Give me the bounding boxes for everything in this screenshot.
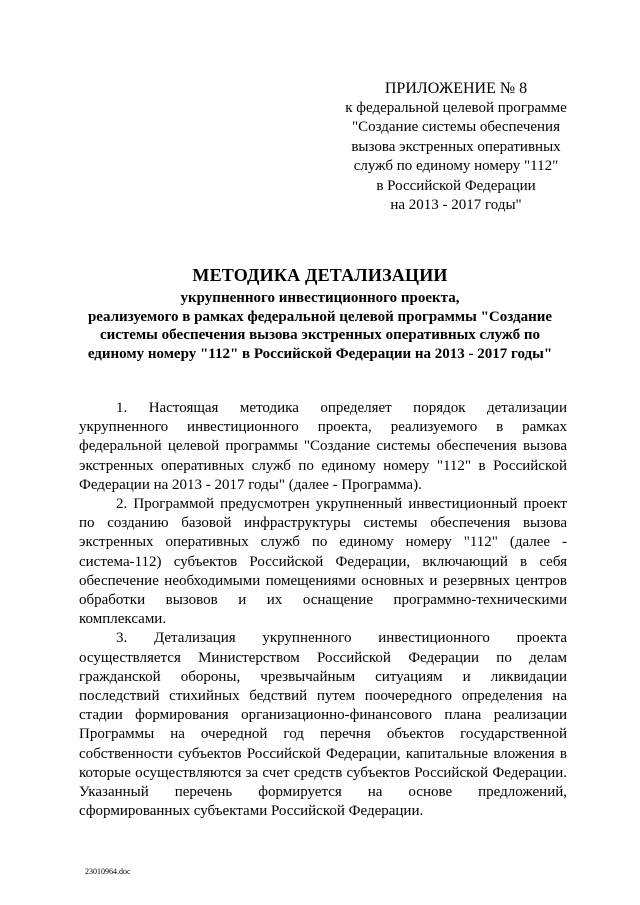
appendix-line: в Российской Федерации: [376, 177, 536, 194]
appendix-line: вызова экстренных оперативных: [351, 138, 561, 155]
appendix-number: ПРИЛОЖЕНИЕ № 8: [384, 80, 528, 97]
subtitle-line: реализуемого в рамках федеральной целевой программы "Создание: [87, 308, 553, 325]
subtitle-line: единому номеру "112" в Российской Федерации на 2013 - 2017 годы": [87, 345, 553, 362]
appendix-line: служб по единому номеру "112": [353, 158, 559, 175]
document-subtitle: [60, 289, 580, 363]
subtitle-line: укрупненного инвестиционного проекта,: [180, 290, 460, 306]
paragraph-3: 3. Детализация укрупненного инвестиционного проекта осуществляется Министерством Российской Федерации по делам гражданской обороны, чрезвычайным ситуациям и ликвидации последствий стихийных бедствий путем поочередного определения на стадии формирования организационно-финансового плана реализации Программы на очередной год перечня объектов государственной собственности субъектов Российской Федерации, капитальные вложения в которые осуществляются за счет средств субъектов Российской Федерации. Указанный перечень формируется на основе предложений, сформированных субъектами Российской Федерации.: [79, 630, 567, 820]
document-title: МЕТОДИКА ДЕТАЛИЗАЦИИ: [192, 265, 448, 285]
appendix-line: на 2013 - 2017 годы": [390, 197, 522, 214]
subtitle-line: системы обеспечения вызова экстренных оперативных служб по: [99, 327, 540, 344]
document-body: [79, 399, 567, 821]
footer-filename: 23010964.doc: [85, 867, 131, 876]
paragraph-1: 1. Настоящая методика определяет порядок детализации укрупненного инвестиционного проекта, реализуемого в рамках федеральной целевой программы "Создание системы обеспечения вызова экстренных оперативных служб по единому номеру "112" в Российской Федерации на 2013 - 2017 годы" (далее - Программа).: [79, 400, 567, 493]
appendix-header: [330, 79, 582, 215]
appendix-line: "Создание системы обеспечения: [351, 119, 560, 136]
paragraph-2: 2. Программой предусмотрен укрупненный инвестиционный проект по созданию базовой инфраструктуры системы обеспечения вызова экстренных оперативных служб по единому номеру "112" (далее - система-112) субъектов Российской Федерации, включающий в себя обеспечение необходимыми помещениями основных и резервных центров обработки вызовов и их оснащение программно-техническими комплексами.: [79, 496, 567, 628]
appendix-line: к федеральной целевой программе: [345, 100, 567, 116]
